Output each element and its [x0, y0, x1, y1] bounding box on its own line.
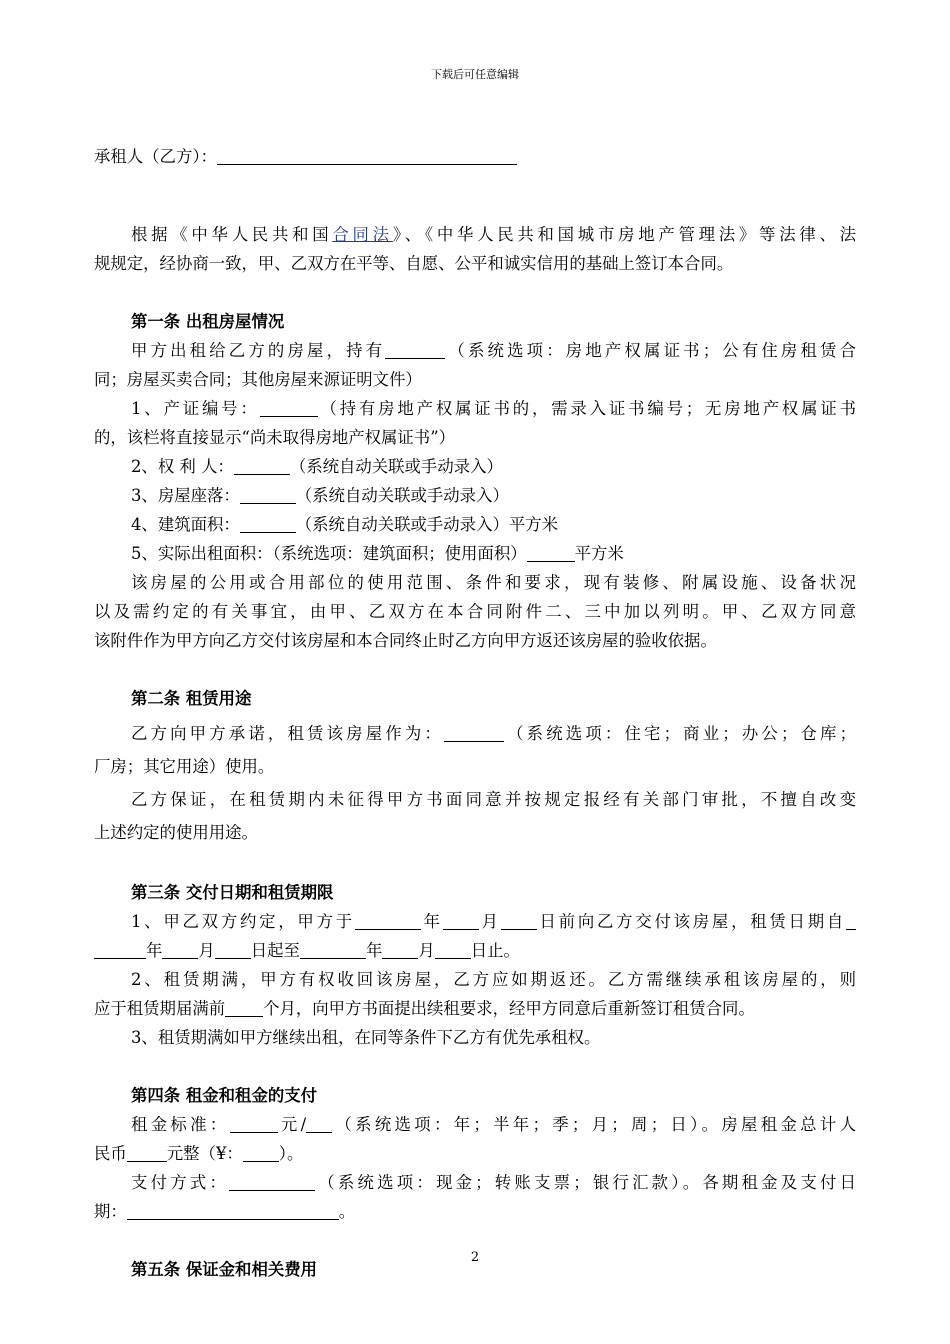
art3-para-1-cont: 年 月 日起至 年 月 日止。	[94, 936, 856, 965]
contract-law-link[interactable]: 合同法	[332, 225, 393, 244]
art1-item-1: 1、产证编号： （持有房地产权属证书的，需录入证书编号；无房地产权属证书	[131, 399, 857, 418]
area-blank	[240, 514, 296, 533]
art4-para-2: 支付方式： （系统选项：现金；转账支票；银行汇款）。各期租金及支付日	[131, 1173, 856, 1192]
art3-para-2-cont: 应于租赁期届满前 个月，向甲方书面提出续租要求，经甲方同意后重新签订租赁合同。	[94, 999, 755, 1018]
intro-line-2: 规规定，经协商一致，甲、乙双方在平等、自愿、公平和诚实信用的基础上签订本合同。	[94, 254, 734, 273]
art1-desc-3: 该附件作为甲方向乙方交付该房屋和本合同终止时乙方向甲方返还该房屋的验收依据。	[94, 631, 717, 650]
article-3-title: 第三条 交付日期和租赁期限	[131, 883, 334, 902]
art3-para-2: 2、租赁期满，甲方有权收回该房屋，乙方应如期返还。乙方需继续承租该房屋的，则	[131, 970, 856, 989]
payment-method-blank	[229, 1172, 315, 1191]
rent-amount-blank	[230, 1114, 278, 1133]
art1-item-4: 4、建筑面积： （系统自动关联或手动录入）平方米	[131, 515, 559, 534]
rent-total-blank	[127, 1143, 167, 1162]
location-blank	[240, 485, 296, 504]
payment-date-blank	[127, 1201, 339, 1220]
art1-item-5: 5、实际出租面积：（系统选项：建筑面积；使用面积） 平方米	[131, 544, 624, 563]
months-blank	[225, 998, 263, 1017]
art1-desc-2: 以及需约定的有关事宜，由甲、乙双方在本合同附件二、三中加以列明。甲、乙双方同意	[94, 602, 856, 621]
art1-item-3: 3、房屋座落： （系统自动关联或手动录入）	[131, 486, 509, 505]
tenant-line	[94, 142, 856, 171]
art2-para-1: 乙方向甲方承诺，租赁该房屋作为： （系统选项：住宅；商业；办公；仓库；	[131, 724, 857, 743]
rent-total-figure-blank	[243, 1143, 279, 1162]
owner-blank	[234, 456, 290, 475]
art3-para-1: 1、甲乙双方约定，甲方于 年 月 日前向乙方交付该房屋，租赁日期自	[94, 907, 856, 936]
article-1-title: 第一条 出租房屋情况	[131, 312, 285, 331]
page-header: 下载后可任意编辑	[431, 68, 519, 81]
art2-para-2: 乙方保证，在租赁期内未征得甲方书面同意并按规定报经有关部门审批，不擅自改变	[131, 790, 856, 809]
certificate-blank	[385, 340, 445, 359]
art4-para-1: 租金标准： 元/ （系统选项：年；半年；季；月；周；日）。房屋租金总计人	[131, 1115, 856, 1134]
article-4-title: 第四条 租金和租金的支付	[131, 1086, 318, 1105]
art3-para-3: 3、租赁期满如甲方继续出租，在同等条件下乙方有优先承租权。	[131, 1028, 601, 1047]
article-2-title: 第二条 租赁用途	[131, 689, 252, 708]
rent-period-blank	[306, 1114, 332, 1133]
rent-area-blank	[527, 543, 575, 562]
tenant-blank	[217, 146, 517, 165]
art1-desc-1: 该房屋的公用或合用部位的使用范围、条件和要求，现有装修、附属设施、设备状况	[131, 573, 856, 592]
art4-para-2-cont: 期： 。	[94, 1202, 356, 1221]
art2-para-2-cont: 上述约定的使用用途。	[94, 823, 258, 842]
contract-body	[94, 142, 856, 1284]
art1-para-1-cont: 同；房屋买卖合同；其他房屋来源证明文件）	[94, 370, 422, 389]
art1-item-2: 2、权 利 人： （系统自动关联或手动录入）	[131, 457, 503, 476]
tenant-label: 承租人（乙方）：	[94, 147, 217, 166]
cert-number-blank	[260, 398, 318, 417]
page-number: 2	[470, 1250, 480, 1265]
article-5-title: 第五条 保证金和相关费用	[131, 1260, 318, 1279]
art2-para-1-cont: 厂房；其它用途）使用。	[94, 757, 275, 776]
art4-para-1-cont: 民币 元整（¥： ）。	[94, 1144, 304, 1163]
art1-item-1-cont: 的，该栏将直接显示“尚未取得房地产权属证书”）	[94, 428, 455, 447]
usage-blank	[444, 723, 504, 742]
art1-para-1: 甲方出租给乙方的房屋，持有 （系统选项：房地产权属证书；公有住房租赁合	[131, 341, 856, 360]
intro-line-1: 根据《中华人民共和国合同法》、《中华人民共和国城市房地产管理法》等法律、法	[131, 225, 856, 244]
